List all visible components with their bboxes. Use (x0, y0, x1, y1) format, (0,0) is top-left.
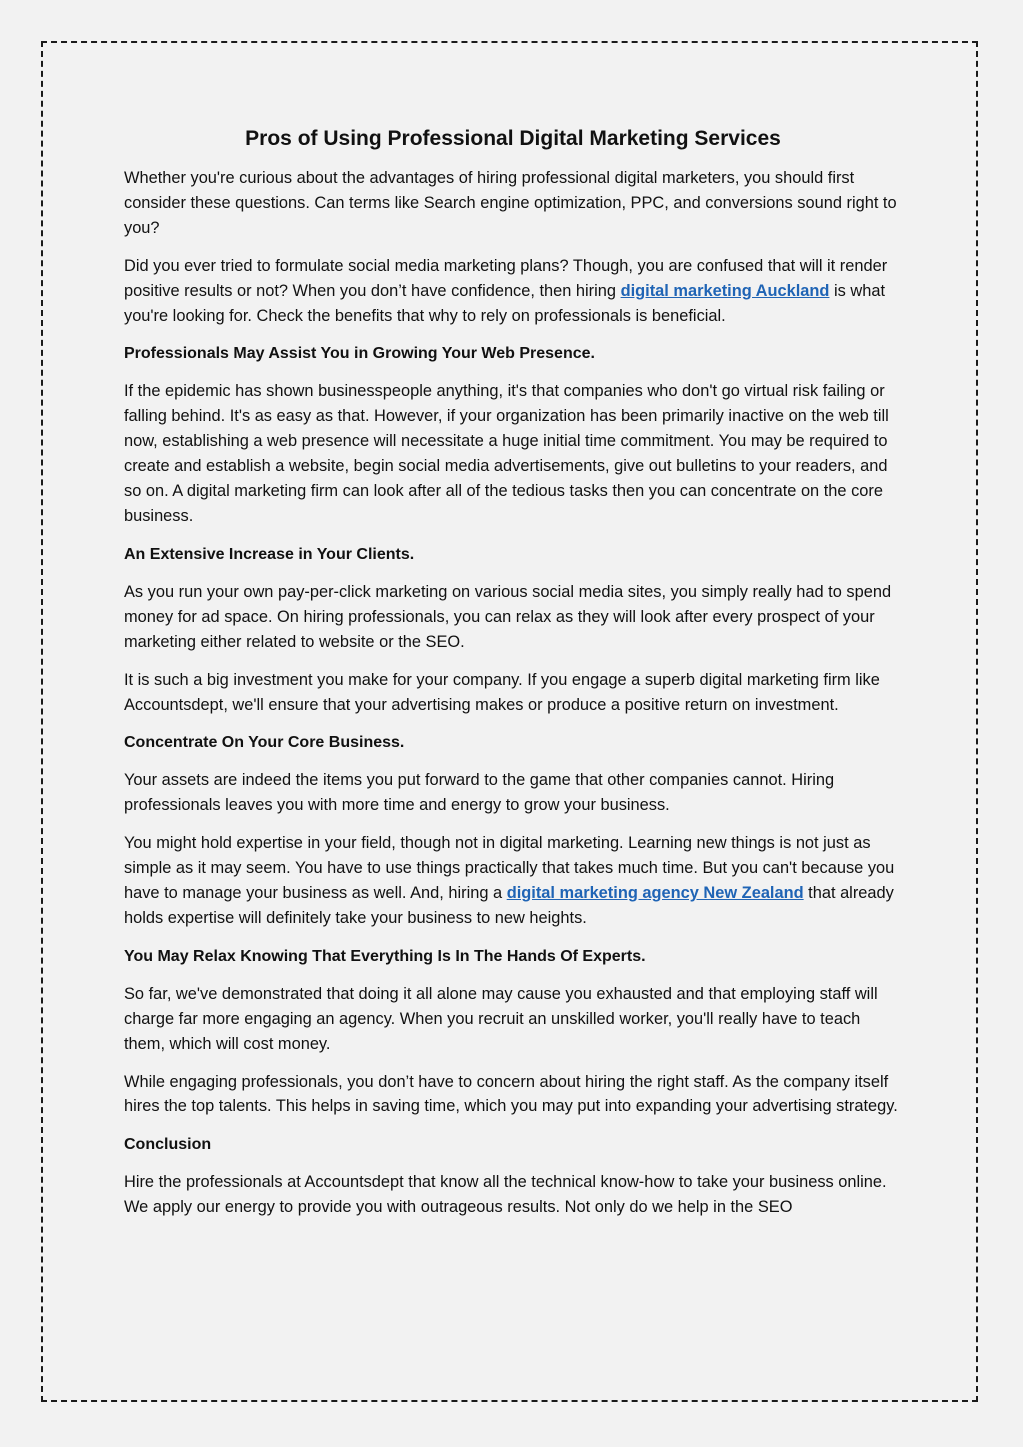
paragraph-staff: So far, we've demonstrated that doing it all alone may cause you exhausted and that employing staff will charge far more engaging an agency. When you recruit an unskilled worker, you'll really have to teach them, which will cost money. (124, 984, 878, 1053)
text-segment: that already holds expertise will definitely take your business to new heights. (124, 884, 894, 927)
paragraph-investment: It is such a big investment you make for your company. If you engage a superb digital marketing firm like Accountsdept, we'll ensure that your advertising makes or produce a positive return on investment. (124, 670, 880, 714)
digital-marketing-auckland-link[interactable]: digital marketing Auckland (620, 281, 830, 300)
digital-marketing-agency-nz-link[interactable]: digital marketing agency New Zealand (506, 884, 804, 903)
text-segment: Did you ever tried to formulate social media marketing plans? Though, you are confused that will it render positive results or not? When you don’t have confidence, then hiring (124, 256, 888, 300)
paragraph-social-media (124, 254, 902, 329)
paragraph-web-presence: If the epidemic has shown businesspeople anything, it's that companies who don't go virtual risk failing or falling behind. It's as easy as that. However, if your organization has been primarily inactive on the web till now, establishing a web presence will necessitate a huge initial time commitment. You may be required to create and establish a website, begin social media advertisements, give out bulletins to your readers, and so on. A digital marketing firm can look after all of the tedious tasks then you can concentrate on the core business. (124, 382, 889, 525)
paragraph-assets: Your assets are indeed the items you put forward to the game that other companies cannot. Hiring professionals leaves you with more time and energy to grow your business. (124, 771, 835, 815)
document-title: Pros of Using Professional Digital Marketing Services (245, 127, 781, 150)
paragraph-talents: While engaging professionals, you don’t have to concern about hiring the right staff. As the company itself hires the top talents. This helps in saving time, which you may put into expanding your advertising strategy. (124, 1072, 898, 1116)
text-segment: is what you're looking for. Check the benefits that why to rely on professionals is beneficial. (124, 281, 886, 325)
paragraph-expertise (124, 831, 902, 931)
section-heading-experts: You May Relax Knowing That Everything Is In The Hands Of Experts. (124, 947, 646, 965)
intro-paragraph: Whether you're curious about the advantages of hiring professional digital marketers, you should first consider these questions. Can terms like Search engine optimization, PPC, and conversions sound right to you? (124, 169, 897, 237)
paragraph-ppc: As you run your own pay-per-click marketing on various social media sites, you simply really had to spend money for ad space. On hiring professionals, you can relax as they will look after every prospect of your marketing either related to website or the SEO. (124, 582, 892, 651)
section-heading-conclusion: Conclusion (124, 1136, 212, 1154)
section-heading-clients: An Extensive Increase in Your Clients. (124, 545, 415, 563)
section-heading-web-presence: Professionals May Assist You in Growing Your Web Presence. (124, 345, 595, 363)
paragraph-conclusion: Hire the professionals at Accountsdept that know all the technical know-how to take your business online. We apply our energy to provide you with outrageous results. Not only do we help in the SEO (124, 1173, 887, 1217)
document-body (124, 124, 902, 1233)
section-heading-core-business: Concentrate On Your Core Business. (124, 734, 405, 752)
text-segment: You might hold expertise in your field, though not in digital marketing. Learning new things is not just as simple as it may seem. You have to use things practically that takes much time. But you can't because you have to manage your business as well. And, hiring a (124, 834, 895, 903)
